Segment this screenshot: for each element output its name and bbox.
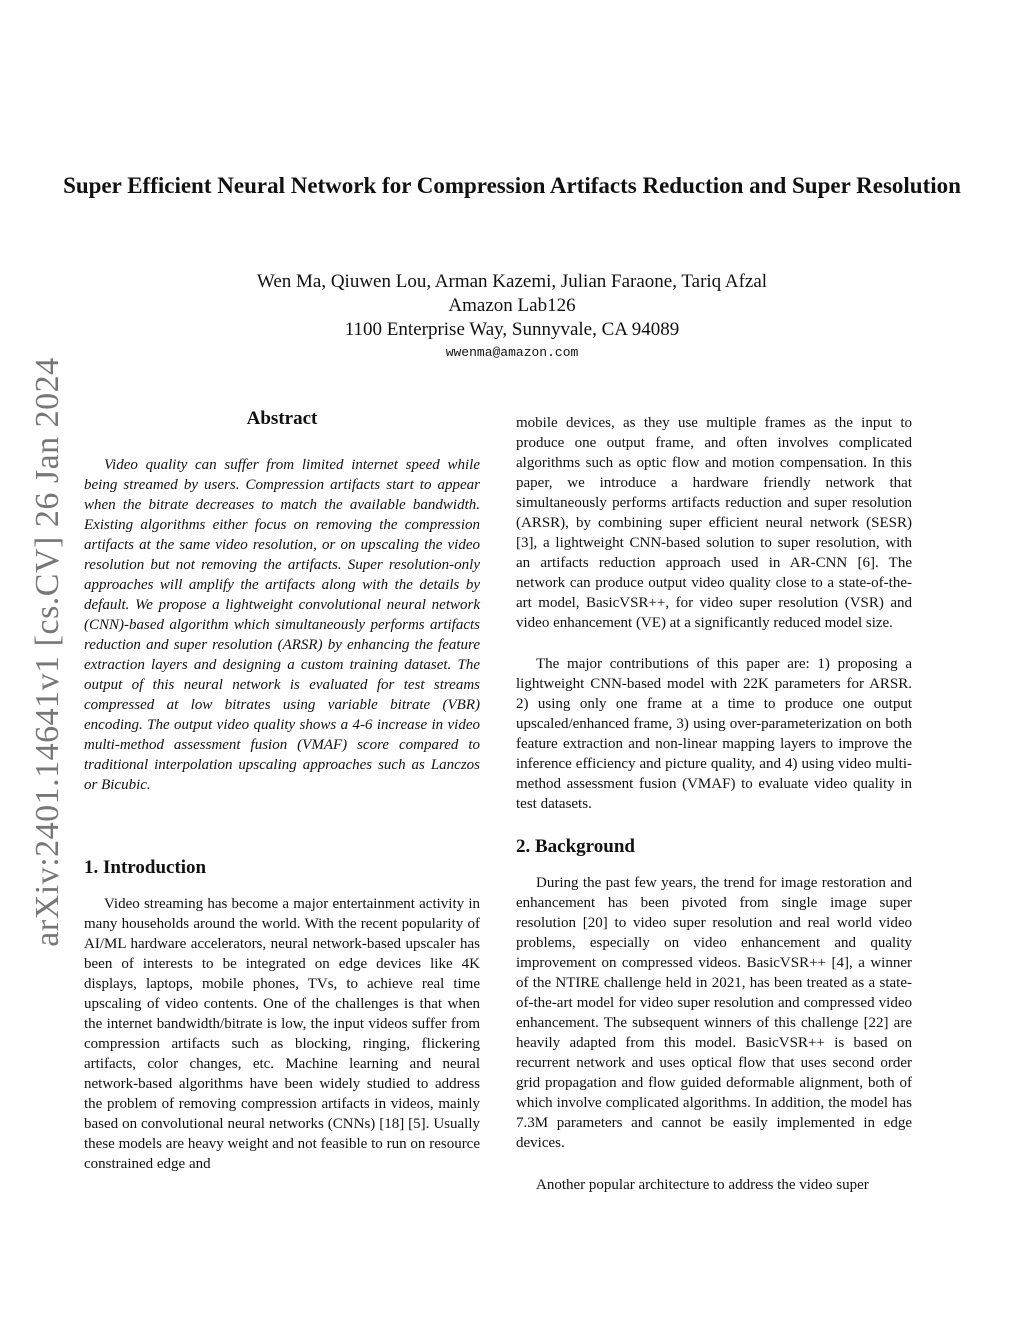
background-heading: 2. Background xyxy=(516,836,635,857)
paper-title: Super Efficient Neural Network for Compression Artifacts Reduction and Super Resolution xyxy=(63,173,961,198)
background-paragraph-1: During the past few years, the trend for image restoration and enhancement has been pivoted from single image super resolution [20] to video super resolution and real world video problems, especially on video enhancement and quality improvement on compressed videos. BasicVSR++ [4], a winner of the NTIRE challenge held in 2021, has been treated as a state-of-the-art model for video super resolution and compressed video enhancement. The subsequent winners of this challenge [22] are heavily adapted from this model. BasicVSR++ is based on recurrent network and uses optical flow that uses second order grid propagation and flow guided deformable alignment, both of which involve complicated algorithms. In addition, the model has 7.3M parameters and cannot be easily implemented in edge devices. xyxy=(516,875,912,1151)
address: 1100 Enterprise Way, Sunnyvale, CA 94089 xyxy=(344,319,680,340)
introduction-paragraph-1-continued: mobile devices, as they use multiple frames as the input to produce one output frame, and often involves complicated algorithms such as optic flow and motion compensation. In this paper, we introduce a hardware friendly network that simultaneously performs artifacts reduction and super resolution (ARSR), by combining super efficient neural network (SESR) [3], a lightweight CNN-based solution to super resolution, with an artifacts reduction approach used in AR-CNN [6]. The network can produce output video quality close to a state-of-the-art model, BasicVSR++, for video super resolution (VSR) and video enhancement (VE) at a significantly reduced model size. xyxy=(516,415,912,631)
arxiv-watermark: arXiv:2401.14641v1 [cs.CV] 26 Jan 2024 xyxy=(29,357,66,947)
introduction-paragraph-1: Video streaming has become a major entertainment activity in many households around the world. With the recent popularity of AI/ML hardware accelerators, neural network-based upscaler has been of interests to be integrated on edge devices like 4K displays, laptops, mobile phones, TVs, to achieve real time upscaling of video contents. One of the challenges is that when the internet bandwidth/bitrate is low, the input videos suffer from compression artifacts such as blocking, ringing, flickering artifacts, color changes, etc. Machine learning and neural network-based algorithms have been widely studied to address the problem of removing compression artifacts in videos, mainly based on convolutional neural networks (CNNs) [18] [5]. Usually these models are heavy weight and not feasible to run on resource constrained edge and xyxy=(84,896,480,1172)
introduction-heading: 1. Introduction xyxy=(84,857,207,878)
abstract-heading: Abstract xyxy=(246,408,318,429)
abstract-text: Video quality can suffer from limited internet speed while being streamed by users. Compression artifacts start to appear when the bitrate decreases to match the available bandwidth. Existing algorithms either focus on removing the compression artifacts at the same video resolution, or on upscaling the video resolution but not removing the artifacts. Super resolution-only approaches will amplify the artifacts along with the details by default. We propose a lightweight convolutional neural network (CNN)-based algorithm which simultaneously performs artifacts reduction and super resolution (ARSR) by enhancing the feature extraction layers and designing a custom training dataset. The output of this neural network is evaluated for test streams compressed at low bitrates using variable bitrate (VBR) encoding. The output video quality shows a 4-6 increase in video multi-method assessment fusion (VMAF) score compared to traditional interpolation upscaling approaches such as Lanczos or Bicubic. xyxy=(84,457,480,793)
arxiv-watermark-container xyxy=(20,357,76,947)
affiliation: Amazon Lab126 xyxy=(448,295,576,316)
background-paragraph-2: Another popular architecture to address the video super xyxy=(536,1177,869,1193)
author-list: Wen Ma, Qiuwen Lou, Arman Kazemi, Julian Faraone, Tariq Afzal xyxy=(256,271,768,292)
introduction-paragraph-2: The major contributions of this paper are: 1) proposing a lightweight CNN-based model with 22K parameters for ARSR. 2) using only one frame at a time to produce one output upscaled/enhanced frame, 3) using over-parameterization on both feature extraction and non-linear mapping layers to improve the inference efficiency and picture quality, and 4) using video multi-method assessment fusion (VMAF) to evaluate video quality in test datasets. xyxy=(516,656,912,812)
author-email[interactable]: wwenma@amazon.com xyxy=(445,345,579,360)
